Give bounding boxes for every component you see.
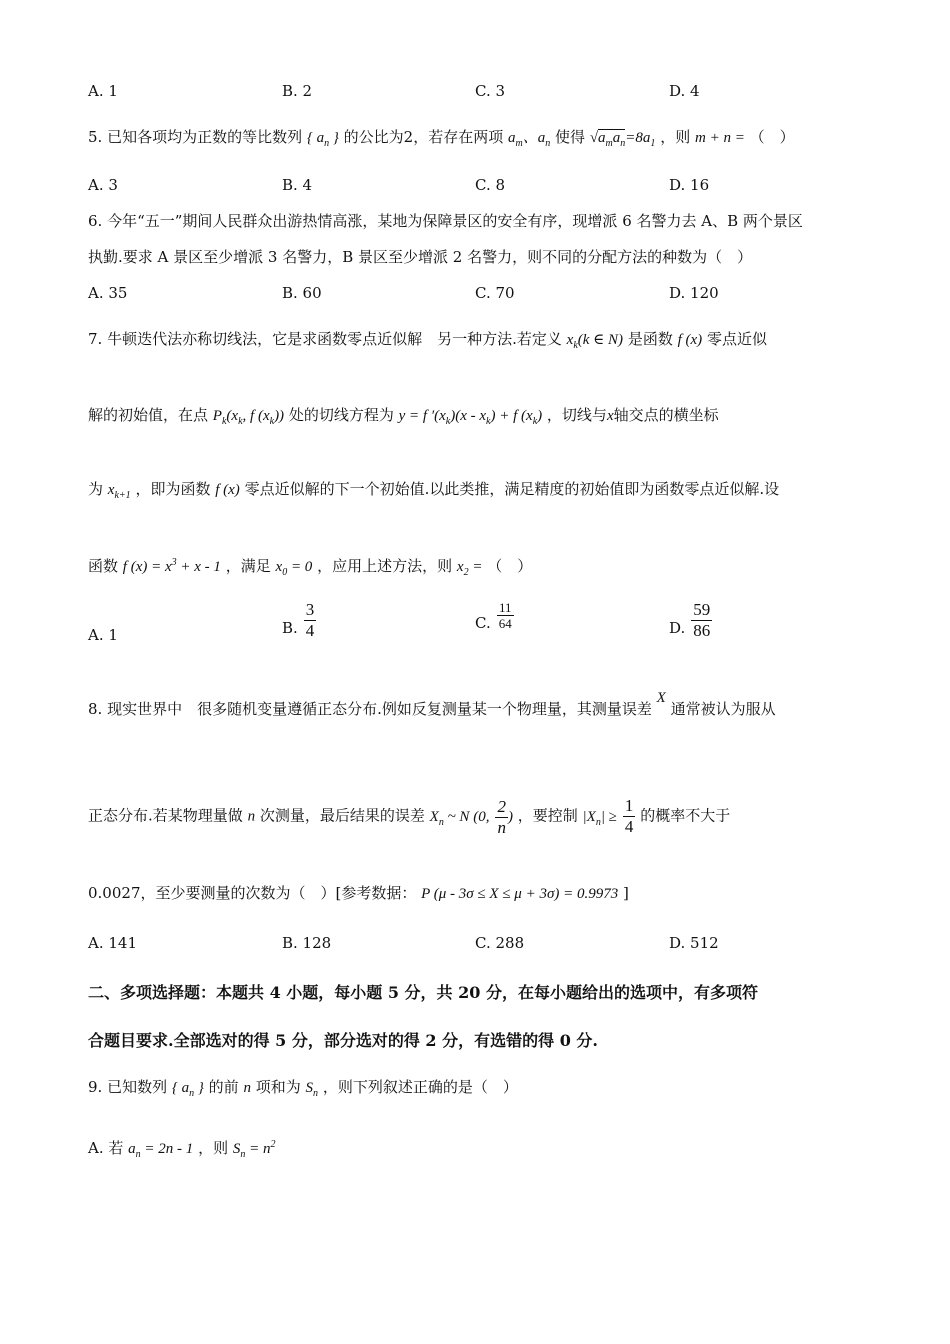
q6-option-d: D. 120 — [669, 284, 719, 302]
q6-line2: 执勤.要求 A 景区至少增派 3 名警力，B 景区至少增派 2 名警力，则不同的分配方法的种数为（ ） — [88, 248, 753, 266]
q9-option-a: A. 若 $a_n = 2n - 1$ ，则 $S_n = n^2$ — [88, 1139, 276, 1160]
q7-option-c: C. $\frac{11}{64}$ — [475, 600, 512, 632]
q6-options — [88, 284, 868, 308]
q8-option-b: B. 128 — [282, 934, 332, 952]
section-heading-line2: 合题目要求.全部选对的得 5 分，部分选对的得 2 分，有选错的得 0 分. — [88, 1031, 598, 1050]
q5-option-c: C. 8 — [475, 176, 506, 194]
reference-data: P (μ - 3σ ≤ X ≤ μ + 3σ) = 0.9973 — [421, 886, 619, 902]
q7-line3: 为 $x_{k+1}$ ，即为函数 f (x) 零点近似解的下一个初始值.以此类推，满足精度的初始值即为函数零点近似解.设 — [88, 480, 780, 501]
q6-option-b: B. 60 — [282, 284, 322, 302]
q8-line3: 0.0027，至少要测量的次数为（ ）[参考数据： P (μ - 3σ ≤ X ≤ μ + 3σ) = 0.9973 ] — [88, 884, 629, 902]
q4-options — [88, 82, 868, 106]
seq-a-n: { $a_n$ } — [306, 130, 339, 149]
q7-options — [88, 600, 868, 650]
q5-option-b: B. 4 — [282, 176, 313, 194]
terms-am-an: $a_m$、$a_n$ — [507, 130, 551, 149]
m-plus-n: m + n = — [694, 130, 745, 146]
q6-option-a: A. 35 — [88, 284, 128, 302]
section-heading-line1: 二、多项选择题：本题共 4 小题，每小题 5 分，共 20 分，在每小题给出的选项中，有多项符 — [88, 983, 758, 1002]
q7-line4: 函数 f $(x) = x^3 + x - 1$ ，满足 $x_0 = 0$ ，应用上述方法，则 $x_2$ = （ ） — [88, 557, 533, 578]
q8-line2: 正态分布.若某物理量做 n 次测量，最后结果的误差 $X_n$ ~ N (0, $\frac{2}{n}$ ) ，要控制 $|X_n|$ ≥ $\frac{1}{4}$ 的概率不大于 — [88, 796, 731, 837]
q4-option-c: C. 3 — [475, 82, 506, 100]
q7-option-b: B. $\frac{3}{4}$ — [282, 600, 315, 640]
q8-option-d: D. 512 — [669, 934, 719, 952]
q8-option-c: C. 288 — [475, 934, 525, 952]
q7-option-a: A. 1 — [88, 626, 118, 644]
q5-stem: 5. 已知各项均为正数的等比数列 { $a_n$ } 的公比为2，若存在两项 $a_m$、$a_n$ 使得 $√a_ma_n=8a_1$ ，则 m + n = （ ） — [88, 128, 795, 149]
q5-option-d: D. 16 — [669, 176, 710, 194]
q7-line1: 7. 牛顿迭代法亦称切线法，它是求函数零点近似解 另一种方法.若定义 $x_k(k$ ∈ N) 是函数 f (x) 零点近似 — [88, 330, 767, 351]
q7-option-d: D. $\frac{59}{86}$ — [669, 600, 711, 640]
q4-option-b: B. 2 — [282, 82, 313, 100]
q8-options — [88, 934, 868, 958]
q7-line2: 解的初始值，在点 $P_k(x_k$, f $(x_k)$) 处的切线方程为 y = f $'(x_k)(x - x_k) + f$ $(x_k)$ ，切线与x轴交点的横坐标 — [88, 406, 719, 427]
q5-options — [88, 176, 868, 200]
q8-option-a: A. 141 — [88, 934, 137, 952]
q8-line1: 8. 现实世界中 很多随机变量遵循正态分布.例如反复测量某一个物理量，其测量误差 X 通常被认为服从 — [88, 690, 776, 718]
q9-stem: 9. 已知数列 { $a_n$ } 的前 n 项和为 $S_n$ ，则下列叙述正确的是（ ） — [88, 1078, 518, 1099]
q6-line1: 6. 今年“五一”期间人民群众出游热情高涨，某地为保障景区的安全有序，现增派 6 名警力去 A、B 两个景区 — [88, 212, 803, 230]
q4-option-d: D. 4 — [669, 82, 700, 100]
q4-option-a: A. 1 — [88, 82, 118, 100]
sqrt-condition: $√a_ma_n=8a_1$ — [589, 130, 656, 149]
q5-option-a: A. 3 — [88, 176, 118, 194]
q6-option-c: C. 70 — [475, 284, 515, 302]
